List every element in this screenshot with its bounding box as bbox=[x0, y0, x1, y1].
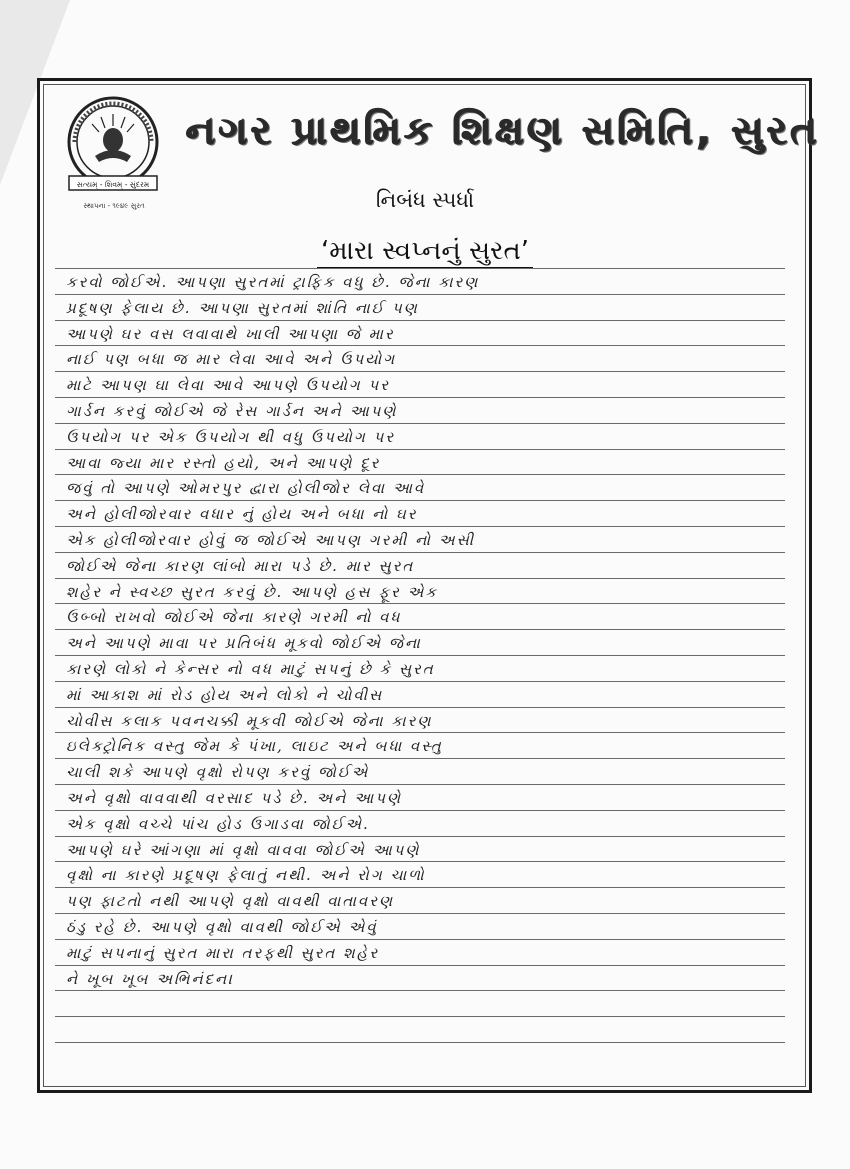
essay-line: ઠંડુ રહે છે. આપણે વૃક્ષો વાવથી જોઈએ એવું bbox=[66, 917, 378, 936]
essay-line: આપણે ઘરે આંગણા માં વૃક્ષો વાવવા જોઈએ આપણે bbox=[66, 840, 421, 859]
logo-motto: સત્યમ્ - શિવમ્ - સુંદરમ bbox=[76, 180, 150, 189]
essay-line: અને હોલીજોરવાર વધાર નું હોય અને બધા નો ઘર bbox=[66, 505, 418, 524]
essay-line: પ્રદૂષણ ફેલાય છે. આપણા સુરતમાં શાંતિ નાઈ પણ bbox=[66, 298, 419, 317]
essay-line: ચોવીસ કલાક પવનચક્કી મૂકવી જોઈએ જેના કારણ bbox=[66, 711, 433, 730]
essay-line: કરવો જોઈએ. આપણા સુરતમાં ટ્રાફિક વધુ છે. જેના કારણ bbox=[66, 273, 480, 291]
essay-line: નાઈ પણ બધા જ માર લેવા આવે અને ઉપયોગ bbox=[66, 350, 397, 369]
essay-line: પણ ફાટતો નથી આપણે વૃક્ષો વાવથી વાતાવરણ bbox=[66, 892, 395, 911]
essay-line: ઉબ્બો રાખવો જોઈએ જેના કારણે ગરમી નો વધ bbox=[66, 608, 402, 627]
essay-line: વૃક્ષો ના કારણે પ્રદૂષણ ફેલાતું નથી. અને રોગ ચાળો bbox=[66, 866, 426, 885]
essay-line: એક વૃક્ષો વચ્ચે પાંચ હોડ ઉગાડવા જોઈએ. bbox=[66, 814, 370, 833]
essay-line: એક હોલીજોરવાર હોવું જ જોઈએ આપણ ગરમી નો અસી bbox=[66, 530, 476, 549]
essay-line: કારણે લોકો ને કેન્સર નો વધ માટું સપનું છે કે સુરત bbox=[66, 659, 435, 678]
essay-line: માં આકાશ માં રોડ હોય અને લોકો ને ચોવીસ bbox=[66, 685, 384, 704]
essay-line: ઉપયોગ પર એક ઉપયોગ થી વધુ ઉપયોગ પર bbox=[66, 427, 396, 446]
essay-line: માટું સપનાનું સુરત મારા તરફથી સુરત શહેર bbox=[66, 943, 380, 962]
ruled-line bbox=[55, 1016, 785, 1017]
essay-line: જવું તો આપણે ઓમરપુર દ્વારા હોલીજોર લેવા આવે bbox=[66, 479, 426, 498]
logo-caption: સ્થાપના - ૧૯૪૯ સુરત bbox=[83, 202, 145, 210]
essay-line: માટે આપણ ઘા લેવા આવે આપણે ઉપયોગ પર bbox=[66, 376, 390, 395]
ruled-line bbox=[55, 268, 785, 269]
essay-line: ને ખૂબ ખૂબ અભિનંદન। bbox=[66, 969, 235, 988]
organization-title: નગર પ્રાથમિક શિક્ષણ સમિતિ, સુરત bbox=[185, 108, 820, 154]
essay-line: અને વૃક્ષો વાવવાથી વરસાદ પડે છે. અને આપણે bbox=[66, 788, 403, 807]
essay-title-text: ‘મારા સ્વપ્નનું સુરત’ bbox=[317, 236, 533, 269]
event-name: નિબંધ સ્પર્ધા bbox=[375, 188, 475, 212]
essay-line: શહેર ને સ્વચ્છ સુરત કરવું છે. આપણે હસ ફૂર એક bbox=[66, 582, 438, 601]
essay-line: અને આપણે માવા પર પ્રતિબંધ મૂકવો જોઈએ જેના bbox=[66, 634, 422, 653]
ruled-line bbox=[55, 1042, 785, 1043]
essay-line: આપણે ઘર વસ લવાવાથે ખાલી આપણા જે માર bbox=[66, 324, 395, 343]
essay-line: જોઈએ જેના કારણ લાંબો મારા પડે છે. માર સુરત bbox=[66, 556, 415, 575]
handwritten-essay bbox=[66, 270, 776, 992]
essay-line: ઇલેક્ટ્રોનિક વસ્તુ જેમ કે પંખા, લાઇટ અને બધા વસ્તુ bbox=[66, 737, 443, 756]
essay-line: આવા જ્યા માર રસ્તો હયો, અને આપણે દૂર bbox=[66, 453, 381, 472]
essay-title bbox=[0, 236, 850, 267]
essay-line: ગાર્ડન કરવું જોઈએ જે રેસ ગાર્ડન અને આપણે bbox=[66, 401, 398, 420]
essay-line: ચાલી શકે આપણે વૃક્ષો રોપણ કરવું જોઈએ bbox=[66, 763, 370, 782]
